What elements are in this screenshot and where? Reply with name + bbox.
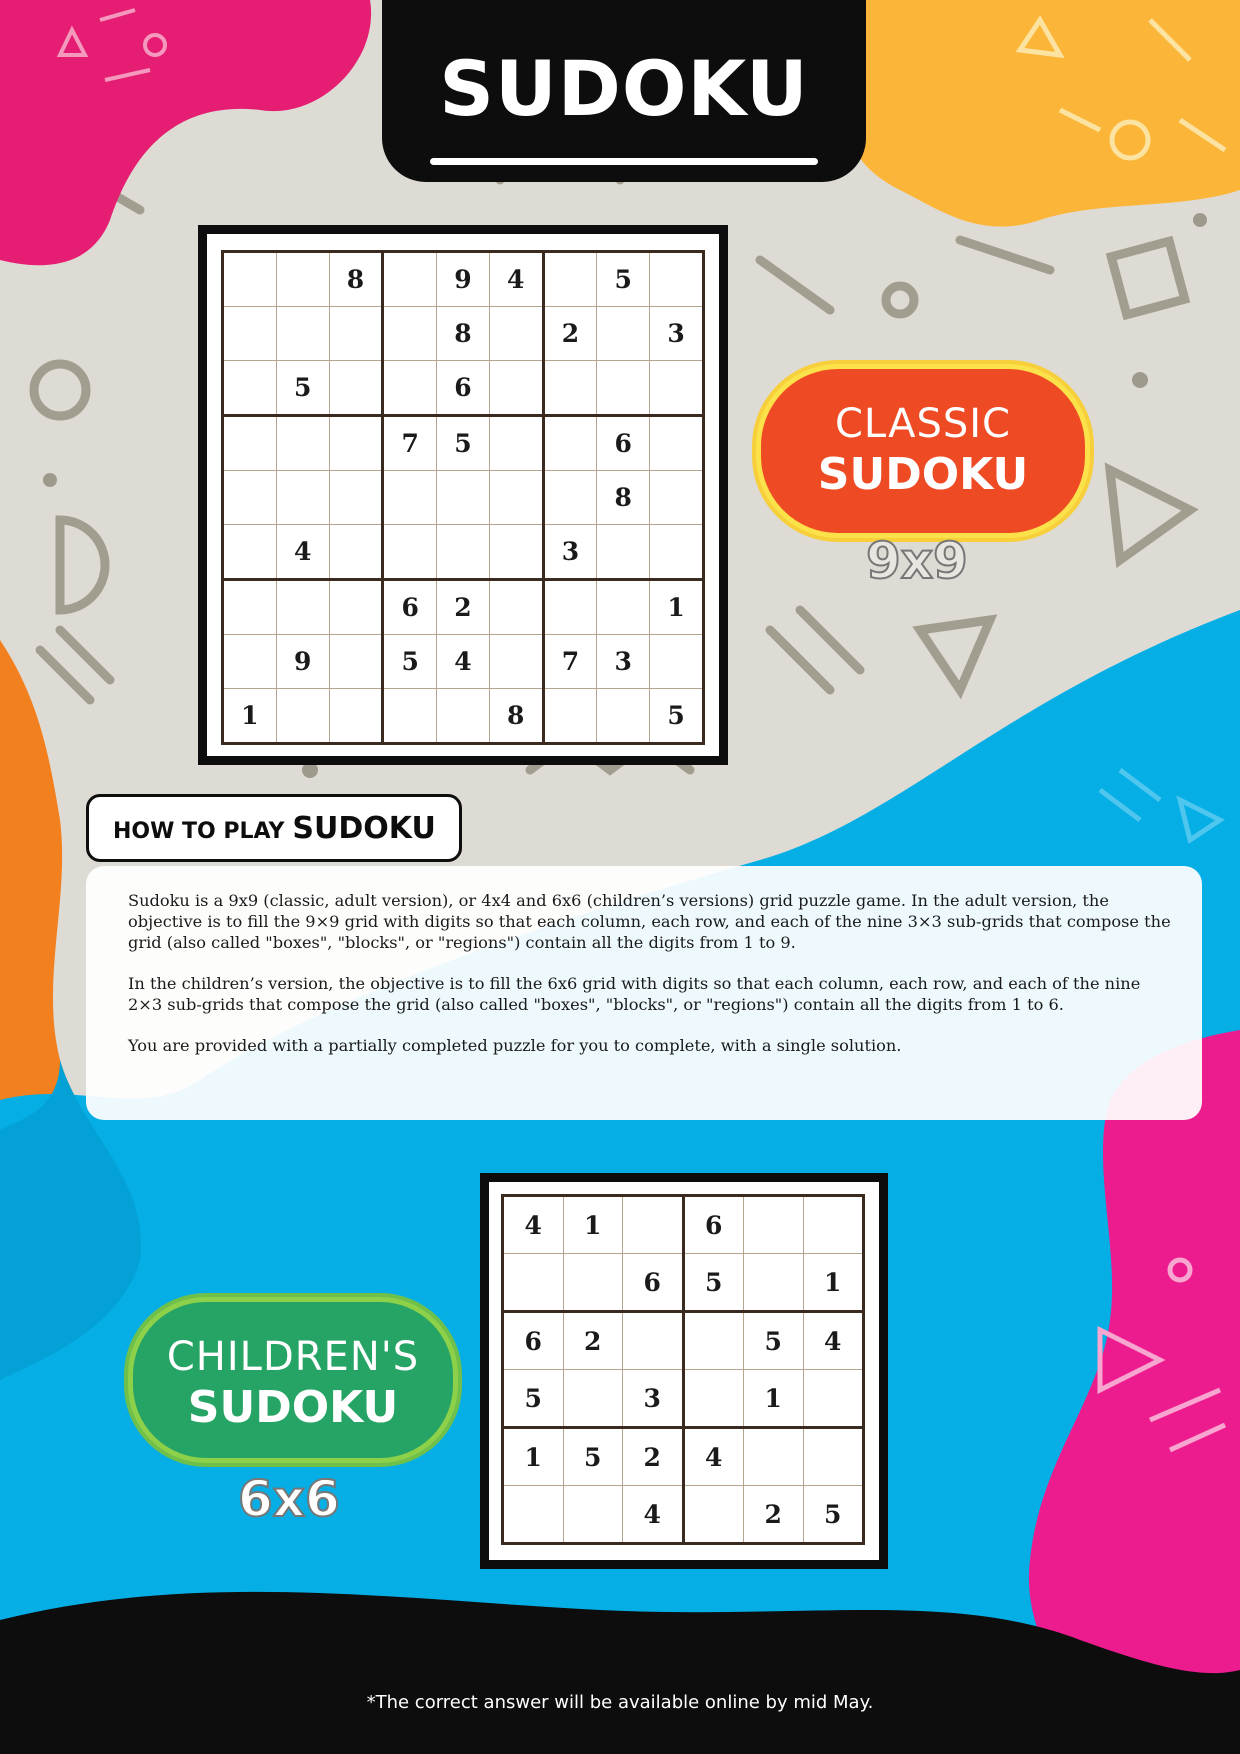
grid-row xyxy=(223,307,704,361)
rules-paragraph: In the children’s version, the objective is to fill the 6x6 grid with digits so that each column, each row, and each of the nine 2×3 sub-grids that compose the grid (also called "boxes", "blocks", or "regions") contain all the digits from 1 to 6. xyxy=(128,974,1141,1014)
sudoku-cell: 6 xyxy=(383,580,437,635)
sudoku-cell[interactable] xyxy=(650,252,704,307)
how-to-play-panel xyxy=(86,866,1202,1120)
how-to-play-heading-big: SUDOKU xyxy=(292,811,436,846)
grid-row xyxy=(503,1486,864,1544)
sudoku-cell: 4 xyxy=(489,252,543,307)
children-badge-line2: SUDOKU xyxy=(187,1382,399,1433)
sudoku-cell: 5 xyxy=(276,361,329,416)
sudoku-cell[interactable] xyxy=(383,525,437,580)
sudoku-cell[interactable] xyxy=(223,580,277,635)
sudoku-cell: 8 xyxy=(329,252,383,307)
sudoku-cell[interactable] xyxy=(543,252,597,307)
children-sudoku-grid xyxy=(501,1194,865,1545)
grid-row xyxy=(223,361,704,416)
sudoku-cell: 3 xyxy=(623,1370,684,1428)
sudoku-cell[interactable] xyxy=(744,1428,804,1486)
classic-badge-line1: CLASSIC xyxy=(834,401,1011,447)
sudoku-cell: 5 xyxy=(744,1312,804,1370)
sudoku-cell[interactable] xyxy=(543,689,597,744)
sudoku-cell: 4 xyxy=(623,1486,684,1544)
sudoku-cell[interactable] xyxy=(276,580,329,635)
sudoku-cell[interactable] xyxy=(489,635,543,689)
sudoku-cell[interactable] xyxy=(489,307,543,361)
grid-row xyxy=(223,580,704,635)
sudoku-cell[interactable] xyxy=(329,580,383,635)
yellow-blob xyxy=(847,0,1240,227)
grid-row xyxy=(223,252,704,307)
sudoku-cell: 8 xyxy=(489,689,543,744)
sudoku-cell: 1 xyxy=(744,1370,804,1428)
sudoku-cell: 2 xyxy=(543,307,597,361)
sudoku-cell[interactable] xyxy=(329,416,383,471)
page-title: SUDOKU xyxy=(439,44,809,133)
sudoku-cell[interactable] xyxy=(503,1254,564,1312)
sudoku-cell: 2 xyxy=(563,1312,623,1370)
sudoku-cell: 4 xyxy=(276,525,329,580)
sudoku-cell[interactable] xyxy=(563,1254,623,1312)
sudoku-cell[interactable] xyxy=(383,361,437,416)
sudoku-cell: 1 xyxy=(563,1196,623,1254)
sudoku-cell[interactable] xyxy=(683,1370,744,1428)
sudoku-cell[interactable] xyxy=(223,471,277,525)
grid-row xyxy=(223,525,704,580)
rules-paragraph: You are provided with a partially completed puzzle for you to complete, with a single solution. xyxy=(128,1036,902,1055)
footer-note: *The correct answer will be available online by mid May. xyxy=(366,1692,874,1713)
sudoku-cell[interactable] xyxy=(276,252,329,307)
sudoku-cell: 2 xyxy=(437,580,490,635)
sudoku-cell[interactable] xyxy=(543,361,597,416)
sudoku-cell[interactable] xyxy=(744,1254,804,1312)
sudoku-cell: 2 xyxy=(744,1486,804,1544)
sudoku-cell[interactable] xyxy=(223,416,277,471)
sudoku-cell[interactable] xyxy=(683,1312,744,1370)
sudoku-cell[interactable] xyxy=(683,1486,744,1544)
sudoku-cell: 8 xyxy=(597,471,650,525)
sudoku-cell[interactable] xyxy=(650,361,704,416)
grid-row xyxy=(503,1312,864,1370)
sudoku-cell: 4 xyxy=(803,1312,864,1370)
sudoku-cell[interactable] xyxy=(503,1486,564,1544)
sudoku-cell[interactable] xyxy=(650,635,704,689)
sudoku-cell[interactable] xyxy=(276,416,329,471)
sudoku-cell[interactable] xyxy=(223,361,277,416)
sudoku-cell: 1 xyxy=(650,580,704,635)
sudoku-cell: 5 xyxy=(503,1370,564,1428)
sudoku-cell[interactable] xyxy=(597,361,650,416)
grid-row xyxy=(223,471,704,525)
sudoku-cell[interactable] xyxy=(489,416,543,471)
sudoku-cell[interactable] xyxy=(563,1486,623,1544)
sudoku-cell: 5 xyxy=(597,252,650,307)
sudoku-cell: 5 xyxy=(683,1254,744,1312)
children-size-label: 6x6 xyxy=(238,1470,340,1528)
sudoku-cell[interactable] xyxy=(803,1428,864,1486)
sudoku-cell[interactable] xyxy=(437,689,490,744)
children-badge-line1: CHILDREN'S xyxy=(166,1334,420,1380)
sudoku-cell: 4 xyxy=(683,1428,744,1486)
sudoku-cell[interactable] xyxy=(437,525,490,580)
sudoku-cell[interactable] xyxy=(489,580,543,635)
sudoku-cell[interactable] xyxy=(223,307,277,361)
sudoku-cell: 3 xyxy=(543,525,597,580)
sudoku-cell: 2 xyxy=(623,1428,684,1486)
sudoku-cell[interactable] xyxy=(623,1196,684,1254)
grid-row xyxy=(223,416,704,471)
sudoku-cell[interactable] xyxy=(803,1196,864,1254)
sudoku-cell[interactable] xyxy=(223,635,277,689)
sudoku-cell: 5 xyxy=(803,1486,864,1544)
sudoku-cell: 6 xyxy=(623,1254,684,1312)
sudoku-cell[interactable] xyxy=(329,471,383,525)
sudoku-cell[interactable] xyxy=(276,471,329,525)
grid-row xyxy=(503,1254,864,1312)
sudoku-cell: 1 xyxy=(223,689,277,744)
sudoku-cell: 6 xyxy=(503,1312,564,1370)
sudoku-cell[interactable] xyxy=(437,471,490,525)
sudoku-cell[interactable] xyxy=(543,580,597,635)
sudoku-cell: 7 xyxy=(543,635,597,689)
sudoku-cell[interactable] xyxy=(329,689,383,744)
sudoku-cell[interactable] xyxy=(276,689,329,744)
sudoku-cell[interactable] xyxy=(744,1196,804,1254)
sudoku-cell[interactable] xyxy=(223,252,277,307)
sudoku-cell[interactable] xyxy=(276,307,329,361)
classic-sudoku-grid xyxy=(221,250,705,745)
sudoku-cell[interactable] xyxy=(597,689,650,744)
sudoku-cell[interactable] xyxy=(329,361,383,416)
sudoku-cell: 5 xyxy=(650,689,704,744)
sudoku-cell: 6 xyxy=(597,416,650,471)
sudoku-cell[interactable] xyxy=(597,307,650,361)
sudoku-cell[interactable] xyxy=(597,580,650,635)
rules-paragraph: Sudoku is a 9x9 (classic, adult version), or 4x4 and 6x6 (children’s versions) grid puzzle game. In the adult version, the objective is to fill the 9×9 grid with digits so that each column, each row, and each of the nine 3×3 sub-grids that compose the grid (also called "boxes", "blocks", or "regions") contain all the digits from 1 to 9. xyxy=(128,891,1171,952)
grid-row xyxy=(223,689,704,744)
sudoku-cell: 5 xyxy=(383,635,437,689)
sudoku-cell: 1 xyxy=(503,1428,564,1486)
grid-row xyxy=(503,1196,864,1254)
sudoku-cell[interactable] xyxy=(650,471,704,525)
grid-row xyxy=(503,1428,864,1486)
sudoku-cell: 9 xyxy=(437,252,490,307)
sudoku-cell: 5 xyxy=(563,1428,623,1486)
sudoku-cell[interactable] xyxy=(489,361,543,416)
sudoku-cell[interactable] xyxy=(597,525,650,580)
sudoku-cell[interactable] xyxy=(383,471,437,525)
sudoku-cell[interactable] xyxy=(329,525,383,580)
sudoku-cell[interactable] xyxy=(223,525,277,580)
title-underline xyxy=(430,158,818,165)
sudoku-cell: 7 xyxy=(383,416,437,471)
sudoku-cell[interactable] xyxy=(383,689,437,744)
classic-sudoku-badge xyxy=(756,364,1090,538)
sudoku-cell[interactable] xyxy=(489,471,543,525)
sudoku-cell[interactable] xyxy=(383,252,437,307)
sudoku-cell: 9 xyxy=(276,635,329,689)
sudoku-cell[interactable] xyxy=(543,471,597,525)
sudoku-cell: 8 xyxy=(437,307,490,361)
sudoku-cell: 5 xyxy=(437,416,490,471)
sudoku-cell[interactable] xyxy=(329,307,383,361)
sudoku-cell: 6 xyxy=(683,1196,744,1254)
sudoku-cell[interactable] xyxy=(623,1312,684,1370)
children-sudoku-badge xyxy=(128,1297,458,1463)
sudoku-cell[interactable] xyxy=(650,525,704,580)
sudoku-cell[interactable] xyxy=(489,525,543,580)
sudoku-cell[interactable] xyxy=(650,416,704,471)
sudoku-cell[interactable] xyxy=(543,416,597,471)
how-to-play-heading xyxy=(86,794,462,862)
classic-badge-line2: SUDOKU xyxy=(817,449,1029,500)
grid-row xyxy=(503,1370,864,1428)
grid-row xyxy=(223,635,704,689)
sudoku-cell[interactable] xyxy=(329,635,383,689)
sudoku-cell: 1 xyxy=(803,1254,864,1312)
sudoku-cell: 3 xyxy=(650,307,704,361)
sudoku-cell: 6 xyxy=(437,361,490,416)
sudoku-cell: 4 xyxy=(437,635,490,689)
title-banner xyxy=(382,0,866,182)
classic-size-label: 9x9 xyxy=(866,532,968,590)
sudoku-cell: 4 xyxy=(503,1196,564,1254)
sudoku-cell[interactable] xyxy=(563,1370,623,1428)
sudoku-cell[interactable] xyxy=(803,1370,864,1428)
sudoku-cell[interactable] xyxy=(383,307,437,361)
how-to-play-heading-small: HOW TO PLAY xyxy=(113,819,285,844)
sudoku-cell: 3 xyxy=(597,635,650,689)
children-sudoku-board xyxy=(480,1173,888,1569)
classic-sudoku-board xyxy=(198,225,728,765)
